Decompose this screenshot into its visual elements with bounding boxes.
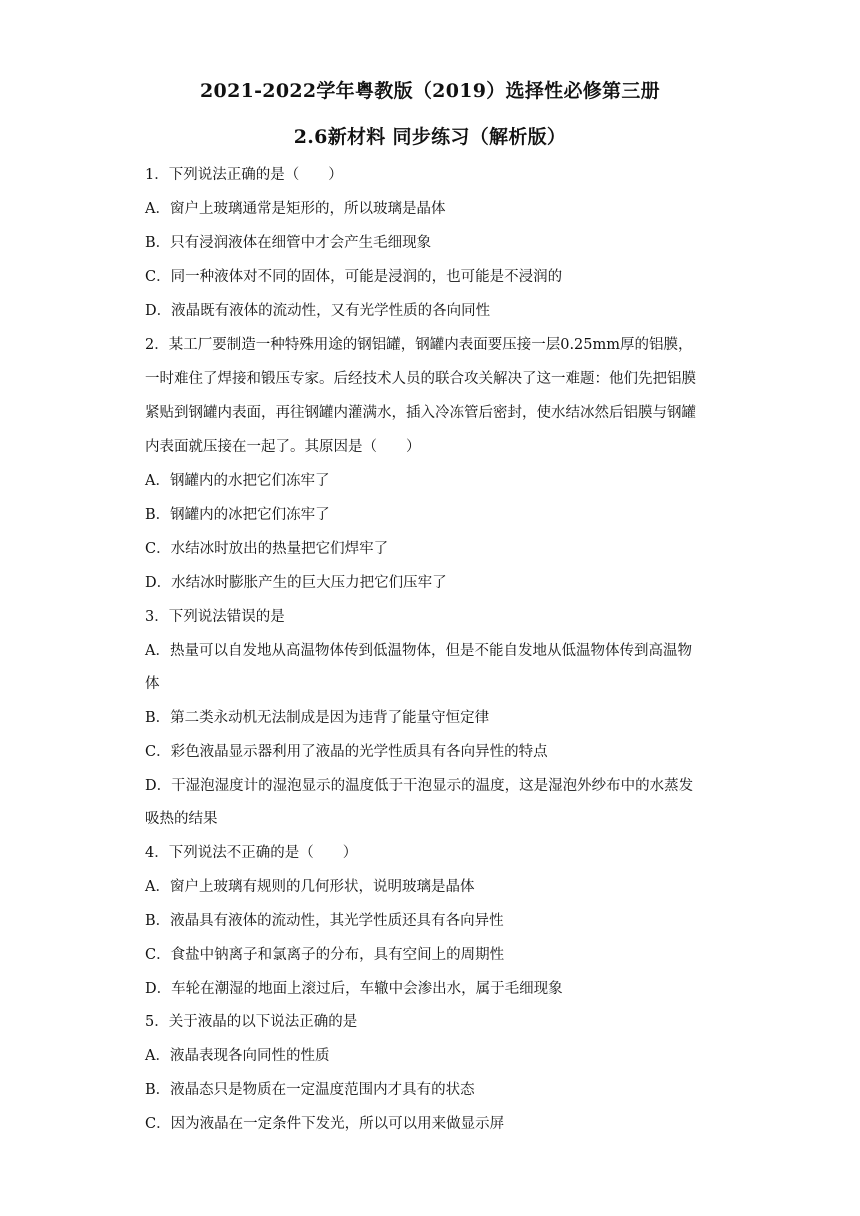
q4-option-c: C．食盐中钠离子和氯离子的分布，具有空间上的周期性	[145, 947, 505, 963]
q5-option-c: C．因为液晶在一定条件下发光，所以可以用来做显示屏	[145, 1116, 505, 1132]
q1-stem: 1．下列说法正确的是（ ）	[145, 167, 343, 183]
q3-option-a: A．热量可以自发地从高温物体传到低温物体，但是不能自发地从低温物体传到高温物	[145, 643, 692, 659]
q2-option-d: D．水结冰时膨胀产生的巨大压力把它们压牢了	[145, 575, 447, 591]
q3-option-d-cont: 吸热的结果	[145, 811, 218, 827]
q2-stem-line: 一时难住了焊接和锻压专家。后经技术人员的联合攻关解决了这一难题：他们先把铝膜	[145, 371, 696, 387]
q2-stem-line: 内表面就压接在一起了。其原因是（ ）	[145, 439, 421, 455]
q3-option-c: C．彩色液晶显示器利用了液晶的光学性质具有各向异性的特点	[145, 744, 548, 760]
q2-stem-line: 紧贴到钢罐内表面，再往钢罐内灌满水，插入冷冻管后密封，使水结冰然后铝膜与钢罐	[145, 405, 696, 421]
q5-stem: 5．关于液晶的以下说法正确的是	[145, 1014, 358, 1030]
q1-option-c: C．同一种液体对不同的固体，可能是浸润的，也可能是不浸润的	[145, 269, 563, 285]
q4-option-a: A．窗户上玻璃有规则的几何形状，说明玻璃是晶体	[145, 879, 475, 895]
q2-option-b: B．钢罐内的冰把它们冻牢了	[145, 507, 330, 523]
document-title: 2021-2022学年粤教版（2019）选择性必修第三册	[200, 80, 660, 102]
q1-option-b: B．只有浸润液体在细管中才会产生毛细现象	[145, 235, 432, 251]
q2-option-c: C．水结冰时放出的热量把它们焊牢了	[145, 541, 389, 557]
q3-option-d: D．干湿泡湿度计的湿泡显示的温度低于干泡显示的温度，这是湿泡外纱布中的水蒸发	[145, 778, 694, 794]
q4-stem: 4．下列说法不正确的是（ ）	[145, 845, 358, 861]
q5-option-b: B．液晶态只是物质在一定温度范围内才具有的状态	[145, 1082, 475, 1098]
q2-stem-line: 2．某工厂要制造一种特殊用途的钢铝罐，钢罐内表面要压接一层0.25mm厚的铝膜，	[145, 337, 693, 353]
q1-option-d: D．液晶既有液体的流动性，又有光学性质的各向同性	[145, 303, 491, 319]
q4-option-b: B．液晶具有液体的流动性，其光学性质还具有各向异性	[145, 913, 504, 929]
q4-option-d: D．车轮在潮湿的地面上滚过后，车辙中会渗出水，属于毛细现象	[145, 981, 563, 997]
q3-option-b: B．第二类永动机无法制成是因为违背了能量守恒定律	[145, 710, 490, 726]
q2-option-a: A．钢罐内的水把它们冻牢了	[145, 473, 330, 489]
q3-option-a-cont: 体	[145, 676, 160, 692]
q1-option-a: A．窗户上玻璃通常是矩形的，所以玻璃是晶体	[145, 201, 446, 217]
document-subtitle: 2.6新材料 同步练习（解析版）	[293, 126, 567, 148]
q5-option-a: A．液晶表现各向同性的性质	[145, 1048, 330, 1064]
q3-stem: 3．下列说法错误的是	[145, 609, 285, 625]
